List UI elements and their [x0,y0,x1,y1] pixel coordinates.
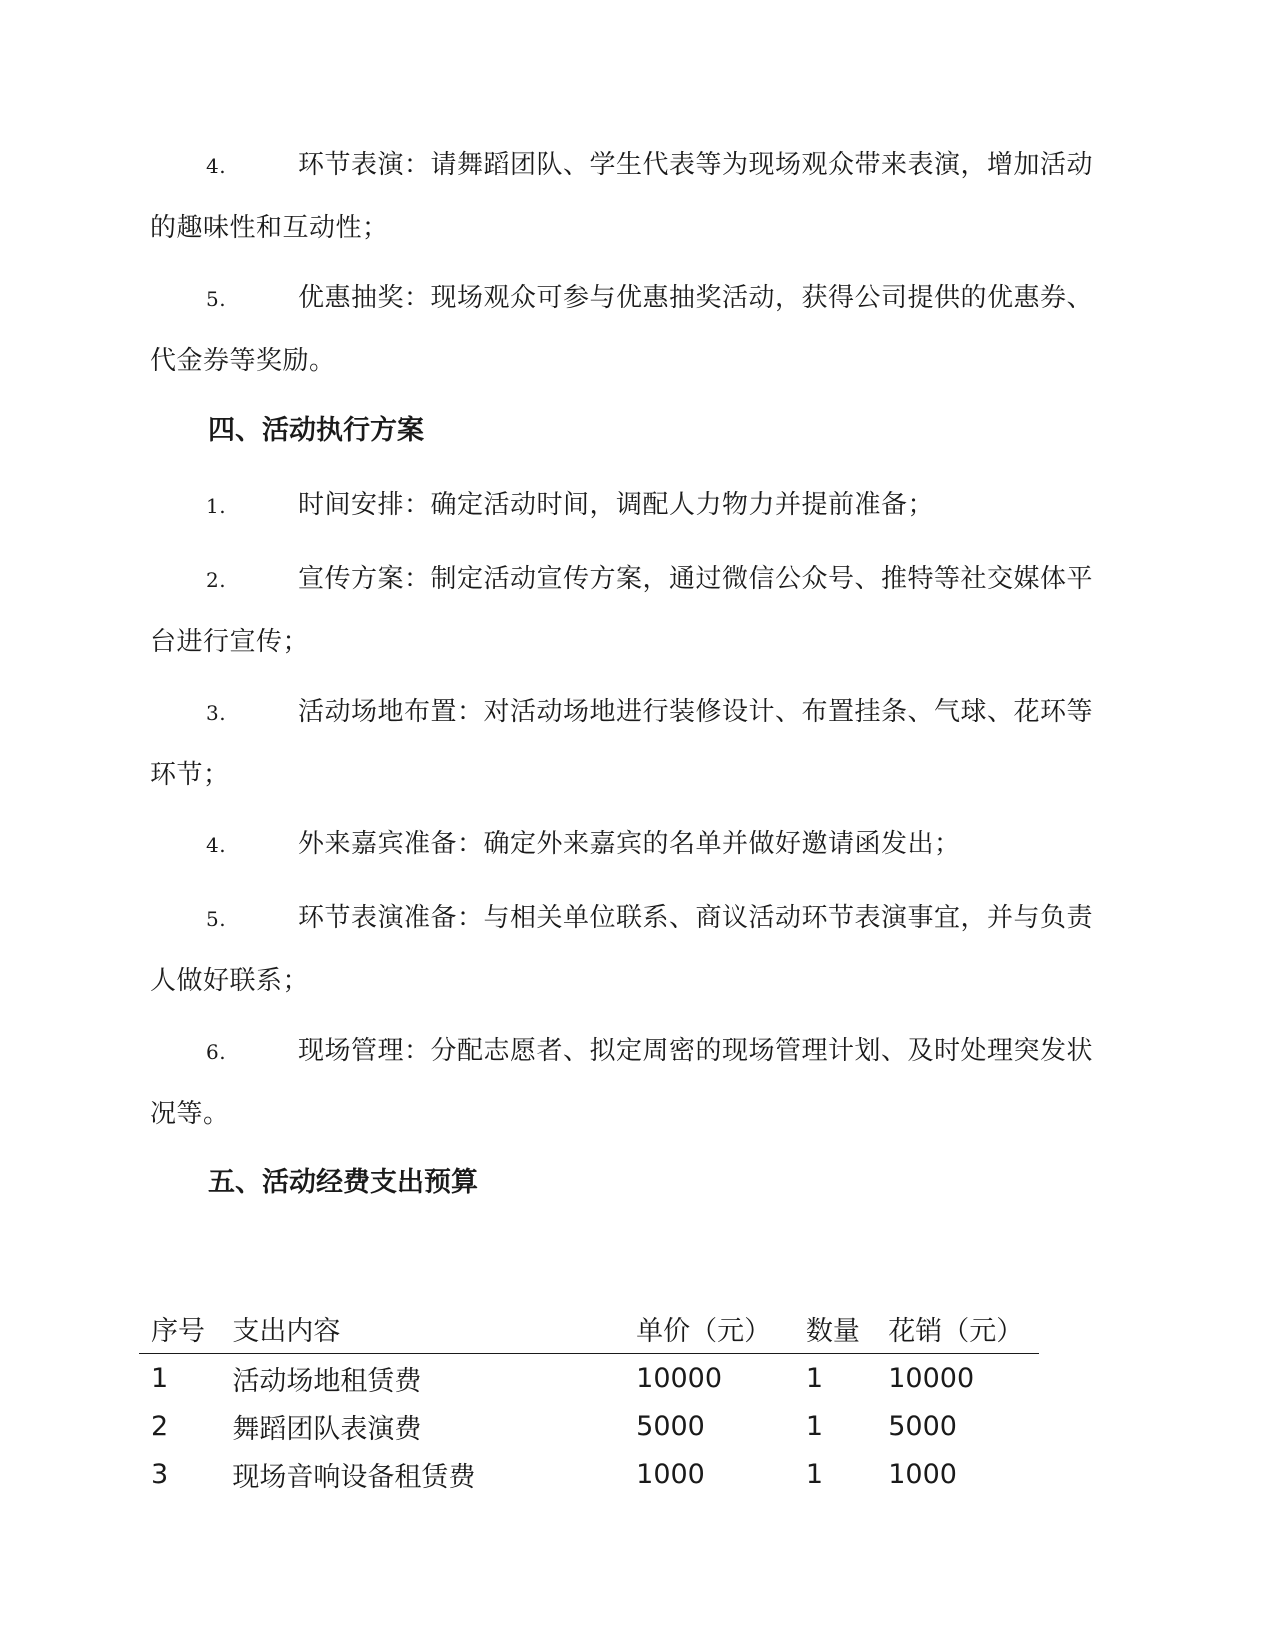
table-cell: 1 [805,1458,824,1490]
list-item [150,548,1116,673]
section-heading: 五、活动经费支出预算 [208,1167,478,1198]
section-heading: 四、活动执行方案 [208,415,424,446]
list-number: 5. [206,907,227,931]
table-cell: 2 [151,1410,169,1442]
list-text: 外来嘉宾准备：确定外来嘉宾的名单并做好邀请函发出； [298,829,961,859]
table-header-row [139,1303,1039,1354]
list-item [150,1020,1116,1145]
column-header: 支出内容 [232,1315,341,1347]
column-header: 序号 [151,1315,205,1347]
table-cell: 10000 [888,1362,975,1394]
table-cell: 1000 [888,1458,957,1490]
table-cell: 1000 [636,1458,705,1490]
list-text: 环节表演准备：与相关单位联系、商议活动环节表演事宜，并与负责人做好联系； [150,903,1094,996]
table-row [139,1354,1039,1403]
list-text: 环节表演：请舞蹈团队、学生代表等为现场观众带来表演，增加活动的趣味性和互动性； [150,150,1094,243]
list-text: 宣传方案：制定活动宣传方案，通过微信公众号、推特等社交媒体平台进行宣传； [150,564,1094,657]
list-number: 6. [206,1040,227,1064]
table-row [139,1402,1039,1450]
table-cell: 10000 [636,1362,723,1394]
list-number: 5. [206,287,227,311]
table-cell: 活动场地租赁费 [232,1365,422,1397]
list-text: 活动场地布置：对活动场地进行装修设计、布置挂条、气球、花环等环节； [150,697,1094,790]
table-cell: 5000 [636,1410,705,1442]
table-cell: 3 [151,1458,169,1490]
list-number: 3. [206,701,227,725]
list-text: 优惠抽奖：现场观众可参与优惠抽奖活动，获得公司提供的优惠券、代金券等奖励。 [150,283,1094,376]
budget-table [139,1303,1039,1498]
table-cell: 5000 [888,1410,957,1442]
table-cell: 舞蹈团队表演费 [232,1413,422,1445]
list-item [150,813,1116,876]
column-header: 数量 [805,1315,860,1347]
table-cell: 1 [805,1410,824,1442]
list-number: 1. [206,494,227,518]
list-text: 现场管理：分配志愿者、拟定周密的现场管理计划、及时处理突发状况等。 [150,1036,1094,1129]
list-item [150,681,1116,806]
table-cell: 1 [805,1362,824,1394]
table-cell: 1 [151,1362,169,1394]
list-number: 2. [206,568,227,592]
list-text: 时间安排：确定活动时间，调配人力物力并提前准备； [298,490,935,520]
list-item [150,474,1116,537]
table-cell: 现场音响设备租赁费 [232,1461,476,1493]
table-row [139,1450,1039,1498]
column-header: 花销（元） [888,1315,1024,1347]
list-number: 4. [206,833,227,857]
list-item [150,267,1116,392]
list-item [150,134,1116,259]
list-item [150,887,1116,1012]
list-number: 4. [206,154,227,178]
column-header: 单价（元） [636,1315,772,1347]
